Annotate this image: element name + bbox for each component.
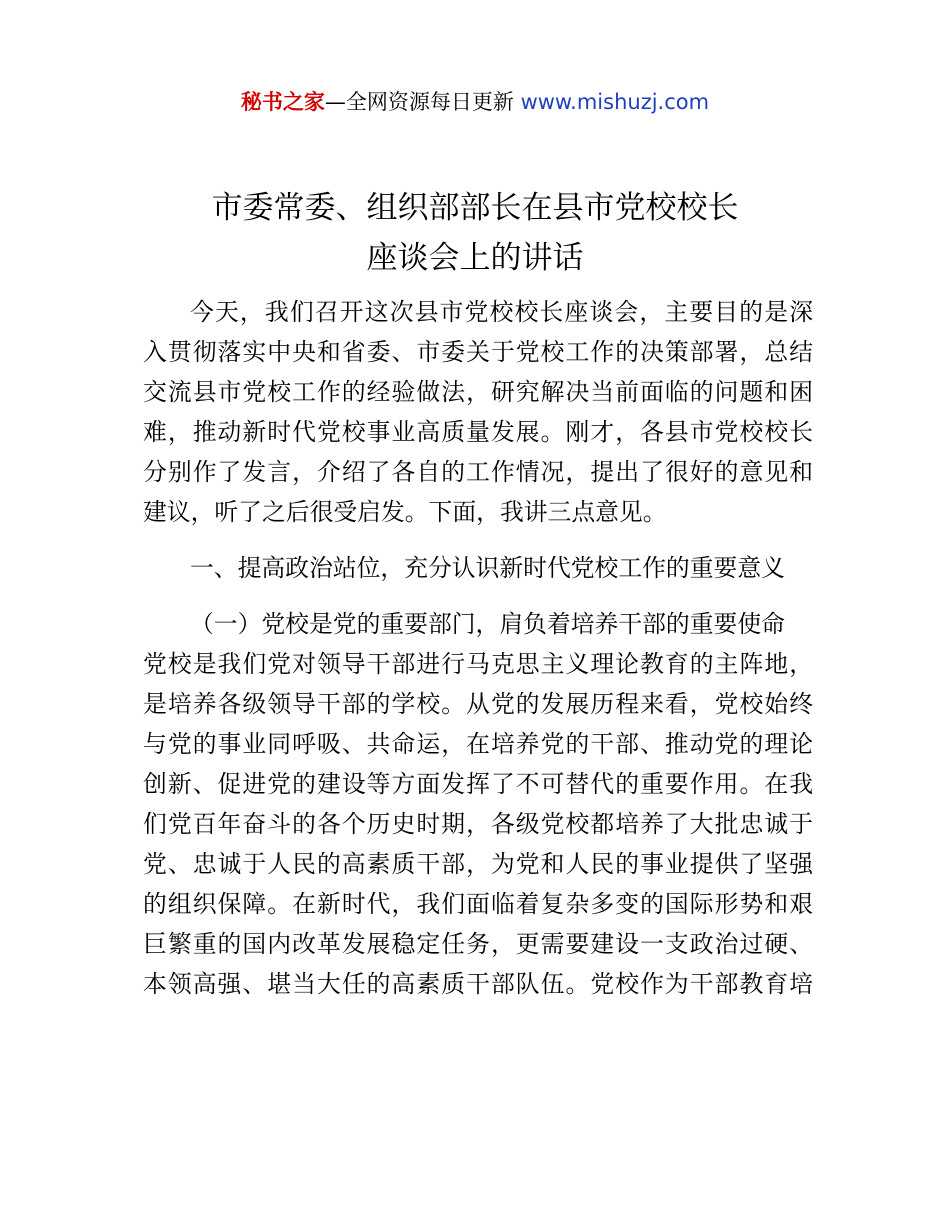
- site-url-link[interactable]: www.mishuzj.com: [520, 90, 710, 114]
- body-line: 与党的事业同呼吸、共命运，在培养党的干部、推动党的理论: [143, 730, 813, 758]
- intro-line: 交流县市党校工作的经验做法，研究解决当前面临的问题和困: [143, 378, 813, 406]
- body-line: 党、忠诚于人民的高素质干部，为党和人民的事业提供了坚强: [143, 850, 813, 878]
- site-slogan: —全网资源每日更新: [324, 90, 514, 114]
- intro-line: 建议，听了之后很受启发。下面，我讲三点意见。: [143, 498, 667, 526]
- body-line: 创新、促进党的建设等方面发挥了不可替代的重要作用。在我: [143, 770, 813, 798]
- intro-line: 难，推动新时代党校事业高质量发展。刚才，各县市党校校长: [143, 418, 813, 446]
- body-line: 是培养各级领导干部的学校。从党的发展历程来看，党校始终: [143, 690, 813, 718]
- subsection-heading: （一）党校是党的重要部门，肩负着培养干部的重要使命: [190, 610, 785, 638]
- document-title-line-1: 市委常委、组织部部长在县市党校校长: [211, 190, 739, 226]
- intro-line: 今天，我们召开这次县市党校校长座谈会，主要目的是深: [190, 298, 813, 326]
- document-title-line-2: 座谈会上的讲话: [366, 240, 584, 276]
- body-line: 党校是我们党对领导干部进行马克思主义理论教育的主阵地，: [143, 650, 813, 678]
- body-line: 的组织保障。在新时代，我们面临着复杂多变的国际形势和艰: [143, 890, 813, 918]
- body-line: 巨繁重的国内改革发展稳定任务，更需要建设一支政治过硬、: [143, 930, 813, 958]
- intro-line: 分别作了发言，介绍了各自的工作情况，提出了很好的意见和: [143, 458, 813, 486]
- body-line: 本领高强、堪当大任的高素质干部队伍。党校作为干部教育培: [143, 970, 813, 998]
- body-line: 们党百年奋斗的各个历史时期，各级党校都培养了大批忠诚于: [143, 810, 813, 838]
- site-brand: 秘书之家: [240, 90, 325, 114]
- section-heading: 一、提高政治站位，充分认识新时代党校工作的重要意义: [190, 554, 785, 582]
- intro-line: 入贯彻落实中央和省委、市委关于党校工作的决策部署，总结: [143, 338, 813, 366]
- document-body: [143, 292, 813, 1004]
- site-header: [0, 86, 950, 118]
